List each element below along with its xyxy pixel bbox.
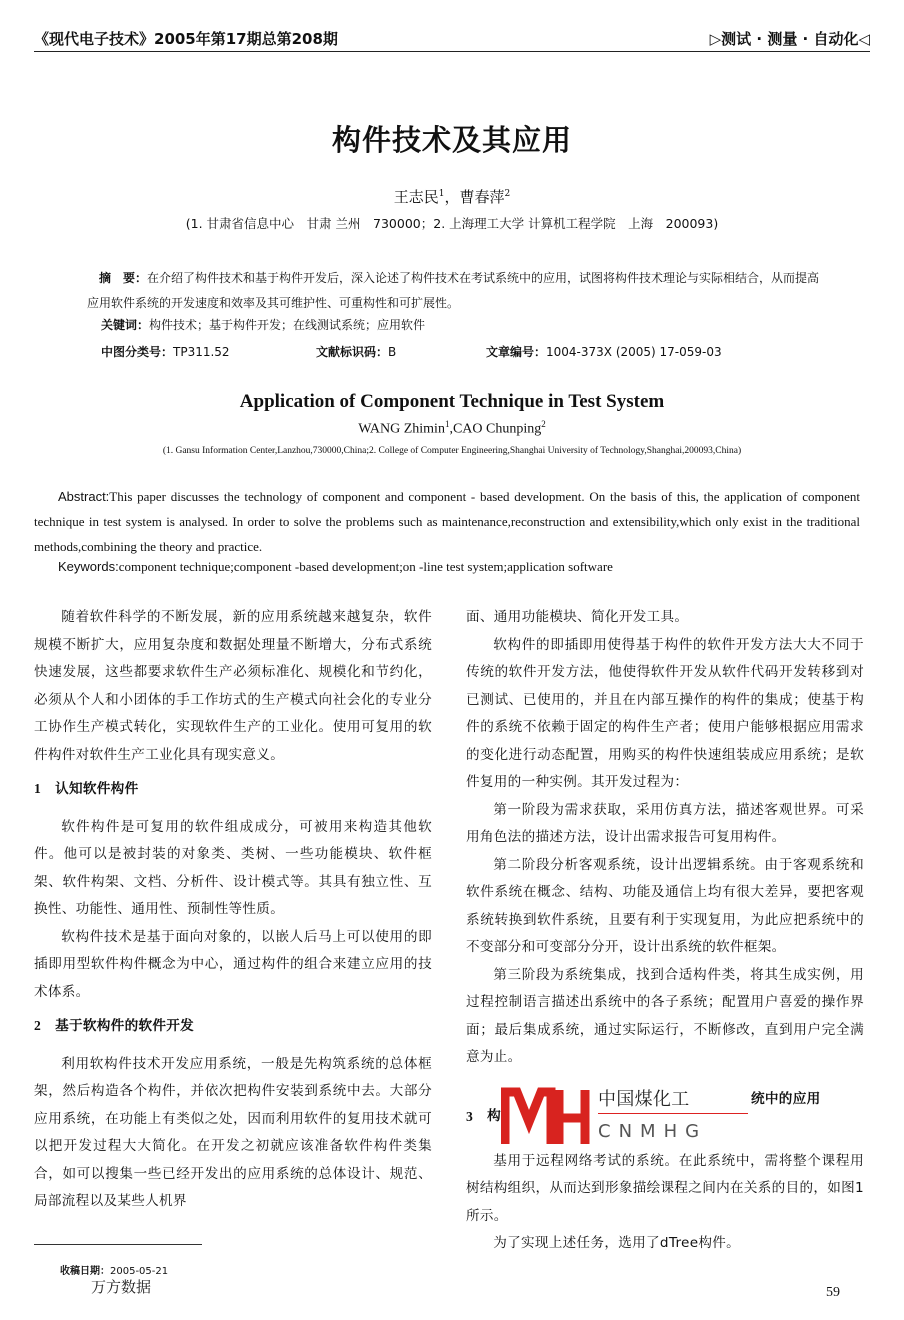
section-header: ▷测试 · 测量 · 自动化◁ <box>709 30 870 48</box>
footnote-rule <box>34 1244 202 1245</box>
section-1-title: 认知软件构件 <box>55 781 139 797</box>
author-2-sup: 2 <box>504 189 511 199</box>
journal-header: 《现代电子技术》2005年第17期总第208期 <box>34 30 338 48</box>
abstract-cn <box>87 266 822 316</box>
section-1-paragraph-2: 软构件技术是基于面向对象的，以嵌人后马上可以使用的即插即用型软件构件概念为中心，通过构件的组合来建立应用的技术体系。 <box>34 928 432 1000</box>
section-1-number: 1 <box>34 781 42 796</box>
section-3-paragraph-1 <box>466 1148 864 1231</box>
author-1-en: WANG Zhimin <box>358 421 445 437</box>
section-3-title-end: 统中的应用 <box>751 1090 821 1107</box>
wanfang-watermark: 万方数据 <box>91 1278 152 1296</box>
keywords-en-text: component technique;component -based development;on -line test system;application software <box>118 559 613 574</box>
section-2-heading <box>34 1012 432 1041</box>
clc-label: 中图分类号： <box>101 345 174 359</box>
header-rule <box>34 51 870 52</box>
author-1: 王志民 <box>393 188 439 206</box>
author-2-en-sup: 2 <box>541 419 546 429</box>
page-number: 59 <box>826 1285 840 1300</box>
keywords-cn <box>101 316 425 333</box>
section-1-heading <box>34 775 432 804</box>
author-2-en: ,CAO Chunping <box>449 421 542 437</box>
section-2-title: 基于软构件的软件开发 <box>55 1018 195 1034</box>
affiliation-cn: (1. 甘肃省信息中心 甘肃 兰州 730000；2. 上海理工大学 计算机工程学院 上海 200093) <box>185 216 719 231</box>
received-label: 收稿日期： <box>60 1266 110 1277</box>
section-2-paragraph-4: 第二阶段分析客观系统，设计出逻辑系统。由于客观系统和软件系统在概念、结构、功能及通信上均有很大差异，要把客观系统转换到软件系统，且要有利于实现复用，为此应把系统中的不变部分和可变部分分开，设计出系统的软件框架。 <box>466 856 864 955</box>
author-2: 曹春萍 <box>459 188 505 206</box>
section-2-paragraph-3: 第一阶段为需求获取，采用仿真方法，描述客观世界。可采用角色法的描述方法，设计出需求报告可复用构件。 <box>466 801 864 845</box>
section-3-p1-end: 用于远程网络考试的系统。在此系统中，需将整个课程用树结构组织，从而达到形象描绘课程之间内在关系的目的，如图1所示。 <box>466 1152 864 1224</box>
watermark-en-text: CNMHG <box>598 1120 708 1142</box>
author-sep: ， <box>444 188 460 206</box>
author-1-sup: 1 <box>438 189 445 199</box>
body-column-left <box>34 604 432 1216</box>
section-2-number: 2 <box>34 1018 42 1033</box>
section-2-paragraph-1: 利用软构件技术开发应用系统，一般是先构筑系统的总体框架，然后构造各个构件，并依次把构件安装到系统中去。大部分应用系统，在功能上有类似之处，因而利用软件的复用技术就可以把开发过程大大简化。在开发之初就应该准备软件构件类集合，如可以搜集一些已经开发出的应用系统的总体设计、规范、局部流程以及某些人机界 <box>34 1055 432 1209</box>
keywords-cn-label: 关键词： <box>101 318 150 332</box>
authors-cn <box>0 186 904 207</box>
section-3-number: 3 <box>466 1108 474 1124</box>
received-date <box>60 1262 168 1277</box>
authors-en <box>0 419 904 438</box>
watermark-cn-text: 中国煤化工 <box>598 1088 690 1110</box>
abstract-en-text: This paper discusses the technology of component and component - based development. On the basis of this, the application of component technique in test system is analysed. In order to solve the problems such as maintenance,reconstruction and extensibility,which only exist in the traditional methods,combining the theory and practice. <box>34 489 860 554</box>
article-no-value: 1004-373X (2005) 17-059-03 <box>546 345 722 359</box>
section-3-paragraph-2: 为了实现上述任务，选用了dTree构件。 <box>493 1235 741 1251</box>
abstract-en-label: Abstract: <box>58 489 110 504</box>
abstract-cn-label: 摘 要： <box>99 271 148 285</box>
section-2-paragraph-5: 第三阶段为系统集成，找到合适构件类，将其生成实例，用过程控制语言描述出系统中的各子系统；配置用户喜爱的操作界面；最后集成系统，通过实际运行，不断修改，直到用户完全满意为止。 <box>466 966 864 1065</box>
article-meta <box>101 343 821 360</box>
clc-value: TP311.52 <box>173 345 230 359</box>
section-2-paragraph-1-cont: 面、通用功能模块、简化开发工具。 <box>466 609 689 625</box>
english-title: Application of Component Technique in Test System <box>239 391 665 412</box>
paper-title: 构件技术及其应用 <box>331 123 572 157</box>
keywords-en <box>58 559 613 575</box>
intro-paragraph: 随着软件科学的不断发展，新的应用系统越来越复杂，软件规模不断扩大，应用复杂度和数据处理量不断增大，分布式系统快速发展，这些都要求软件生产必须标准化、规模化和节约化，必须从个人和小团体的手工作坊式的生产模式向社会化的专业分工协作生产模式转化，实现软件生产的工业化。使用可复用的软件构件对软件生产工业化具有现实意义。 <box>34 609 432 763</box>
section-3-p1-start: 基 <box>493 1152 508 1169</box>
author-1-en-sup: 1 <box>444 419 450 429</box>
abstract-en <box>34 484 860 559</box>
watermark-logo <box>501 1086 591 1146</box>
keywords-en-label: Keywords: <box>58 559 119 574</box>
keywords-cn-text: 构件技术；基于构件开发；在线测试系统；应用软件 <box>149 318 426 332</box>
body-column-right <box>466 604 864 1258</box>
section-1-paragraph-1: 软件构件是可复用的软件组成成分，可被用来构造其他软件。他可以是被封装的对象类、类树、一些功能模块、软件框架、软件构架、文档、分析件、设计模式等。其具有独立性、互换性、功能性、通用性、预制性等性质。 <box>34 818 432 917</box>
doc-code-value: B <box>388 345 397 359</box>
received-value: 2005-05-21 <box>110 1266 169 1277</box>
section-3-heading <box>466 1086 864 1148</box>
abstract-cn-text: 在介绍了构件技术和基于构件开发后，深入论述了构件技术在考试系统中的应用，试图将构件技术理论与实际相结合，从而提高应用软件系统的开发速度和效率及其可维护性、可重构性和可扩展性。 <box>87 271 820 310</box>
watermark <box>501 1086 751 1148</box>
section-3-title-start: 构 <box>487 1107 502 1124</box>
affiliation-en: (1. Gansu Information Center,Lanzhou,730000,China;2. College of Computer Engineering,Shanghai University of Technology,Shanghai,200093,China) <box>162 446 742 456</box>
watermark-rule <box>598 1113 748 1114</box>
doc-code-label: 文献标识码： <box>316 345 389 359</box>
section-2-paragraph-2: 软构件的即插即用使得基于构件的软件开发方法大大不同于传统的软件开发方法，他使得软件开发从软件代码开发转移到对已测试、已使用的，并且在内部互操作的构件的集成；使基于构件的系统不依赖于固定的构件生产者；使用户能够根据应用需求的变化进行动态配置，用购买的构件快速组装成应用系统；是软件复用的一种实例。其开发过程为： <box>466 636 864 790</box>
article-no-label: 文章编号： <box>486 345 547 359</box>
